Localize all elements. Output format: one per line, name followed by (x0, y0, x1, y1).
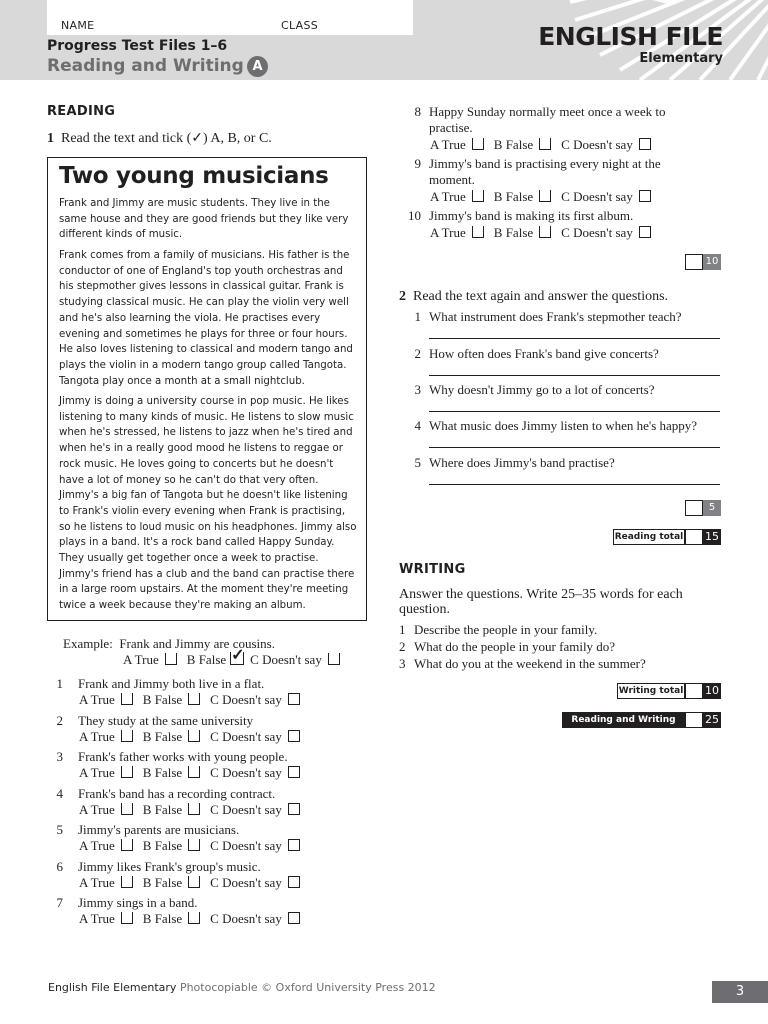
name-class-box (47, 0, 413, 35)
q5-checkbox-c[interactable] (288, 839, 300, 851)
progress-test-title: Progress Test Files 1–6 (47, 38, 228, 54)
tick-icon: ✓ (231, 647, 245, 664)
question-number: 6 (56, 859, 63, 874)
question-number: 2 (414, 346, 421, 361)
tf-options-10 (430, 225, 661, 241)
tf-options-7 (79, 911, 310, 927)
level-label: Elementary (639, 51, 723, 66)
q2-checkbox-c[interactable] (288, 730, 300, 742)
q9-checkbox-c[interactable] (639, 190, 651, 202)
question-number: 1 (414, 309, 421, 324)
question-text: Jimmy's parents are musicians. (78, 822, 240, 837)
q5-checkbox-b[interactable] (188, 839, 200, 851)
answer-line-5[interactable] (429, 484, 720, 485)
q7-checkbox-a[interactable] (121, 912, 133, 924)
writing-total-input[interactable] (685, 683, 703, 699)
grand-total (562, 712, 721, 741)
option-c-label: C Doesn't say (561, 137, 633, 152)
question-number: 7 (56, 895, 63, 910)
option-a-label: A True (79, 765, 115, 780)
q4-checkbox-b[interactable] (188, 803, 200, 815)
answer-line-3[interactable] (429, 411, 720, 412)
score-q2 (685, 500, 721, 516)
q2-number: 2 (399, 289, 406, 304)
question-number: 1 (56, 676, 63, 691)
option-c-label: C Doesn't say (210, 838, 282, 853)
writing-total-max: 10 (705, 684, 719, 697)
reading-total (613, 529, 721, 545)
class-label: CLASS (281, 19, 319, 32)
q6-checkbox-c[interactable] (288, 876, 300, 888)
option-a-label: A True (430, 137, 466, 152)
question-number: 5 (56, 822, 63, 837)
option-b-label: B False (493, 189, 534, 204)
tf-options-5 (79, 838, 310, 854)
option-b-label: B False (186, 652, 227, 667)
score-q2-input[interactable] (685, 500, 703, 516)
q8-checkbox-c[interactable] (639, 138, 651, 150)
grand-total-input[interactable] (685, 712, 703, 728)
q1-checkbox-c[interactable] (288, 693, 300, 705)
question-text: What instrument does Frank's stepmother teach? (429, 309, 682, 324)
option-a-label: A True (79, 802, 115, 817)
tf-options-4 (79, 802, 310, 818)
footer-brand: English File Elementary (48, 981, 177, 994)
reading-text-title: Two young musicians (59, 163, 329, 189)
score-q2-max: 5 (703, 500, 721, 516)
answer-line-2[interactable] (429, 375, 720, 376)
option-a-label: A True (79, 838, 115, 853)
question-text: Jimmy's band is practising every night at the (429, 156, 661, 171)
grand-total-max: 25 (705, 713, 719, 726)
question-number: 8 (414, 104, 421, 119)
option-c-label: C Doesn't say (210, 911, 282, 926)
question-text: Describe the people in your family. (414, 622, 598, 637)
tf-options-8 (430, 137, 661, 153)
option-b-label: B False (493, 225, 534, 240)
question-number: 9 (414, 156, 421, 171)
writing-instruction: Answer the questions. Write 25–35 words for each question. (399, 587, 683, 617)
option-a-label: A True (79, 692, 115, 707)
example-label: Example: (63, 636, 113, 651)
tf-options-2 (79, 729, 310, 745)
question-text: Frank's father works with young people. (78, 749, 288, 764)
writing-total (617, 683, 721, 699)
option-a-label: A True (79, 875, 115, 890)
question-text: Jimmy sings in a band. (78, 895, 198, 910)
option-a-label: A True (430, 225, 466, 240)
option-a-label: A True (123, 652, 159, 667)
example-text: Frank and Jimmy are cousins. (119, 636, 275, 651)
option-a-label: A True (79, 911, 115, 926)
question-text: Jimmy's band is making its first album. (429, 208, 634, 223)
question-text: Frank and Jimmy both live in a flat. (78, 676, 265, 691)
paragraph-3: Jimmy is doing a university course in pop music. He likes listening to many kinds of music. He listens to slow music when he's stressed, he listens to jazz when he's tired and when he's in a really good mood he listens to reggae or rock music. He loves going to concerts but he doesn't have a lot of money so he can't do that very often. Jimmy's a big fan of Tangota but he doesn't like listening to Frank's violin every evening when Frank is practising, so he listens to loud music on his headphones. Jimmy also plays in a band. It's a rock band called Happy Sunday. They usually get together once a week to practise. Jimmy's friend has a club and the band can practise there in a large room upstairs. At the moment they're meeting twice a week because they're making an album. (59, 396, 357, 612)
q9-checkbox-a[interactable] (472, 190, 484, 202)
example-options (123, 647, 350, 668)
option-b-label: B False (142, 838, 183, 853)
q1-number: 1 (47, 131, 54, 146)
question-text: Where does Jimmy's band practise? (429, 455, 615, 470)
question-text: Frank's band has a recording contract. (78, 786, 276, 801)
question-text: Happy Sunday normally meet once a week to (429, 104, 666, 119)
option-c-label: C Doesn't say (210, 765, 282, 780)
q7-checkbox-b[interactable] (188, 912, 200, 924)
option-c-label: C Doesn't say (561, 189, 633, 204)
answer-line-4[interactable] (429, 447, 720, 448)
option-c-label: C Doesn't say (210, 875, 282, 890)
question-text: What do the people in your family do? (414, 639, 616, 654)
option-b-label: B False (142, 692, 183, 707)
question-number: 4 (414, 418, 421, 433)
option-b-label: B False (142, 911, 183, 926)
q4-checkbox-a[interactable] (121, 803, 133, 815)
option-b-label: B False (142, 802, 183, 817)
option-c-label: C Doesn't say (250, 652, 322, 667)
question-number: 3 (414, 382, 421, 397)
option-b-label: B False (142, 765, 183, 780)
q10-checkbox-c[interactable] (639, 226, 651, 238)
tf-options-1 (79, 692, 310, 708)
option-a-label: A True (79, 729, 115, 744)
footer-copyright: Photocopiable © Oxford University Press 2012 (179, 981, 436, 994)
grand-total-label: Reading and Writing total (562, 712, 685, 728)
footer-text (48, 981, 436, 994)
question-number: 2 (56, 713, 63, 728)
q2-instruction (399, 289, 668, 305)
q2-checkbox-b[interactable] (188, 730, 200, 742)
q3-checkbox-b[interactable] (188, 766, 200, 778)
question-number: 4 (56, 786, 63, 801)
question-number: 1 (399, 622, 406, 637)
question-text: How often does Frank's band give concerts? (429, 346, 659, 361)
question-number: 10 (408, 208, 421, 223)
q2-instruction-text: Read the text again and answer the questions. (413, 289, 669, 304)
q2-checkbox-a[interactable] (121, 730, 133, 742)
question-text-cont: practise. (429, 120, 473, 135)
q10-checkbox-a[interactable] (472, 226, 484, 238)
option-c-label: C Doesn't say (210, 802, 282, 817)
score-q1-max: 10 (703, 254, 721, 270)
option-c-label: C Doesn't say (210, 729, 282, 744)
question-number: 3 (56, 749, 63, 764)
reading-heading: READING (47, 104, 116, 119)
reading-total-input[interactable] (685, 529, 703, 545)
question-text-cont: moment. (429, 172, 475, 187)
version-badge: A (247, 56, 268, 77)
option-c-label: C Doesn't say (210, 692, 282, 707)
option-b-label: B False (142, 875, 183, 890)
reading-total-max: 15 (705, 530, 719, 543)
reading-writing-title: Reading and Writing (47, 56, 244, 76)
checkbox-c[interactable] (328, 653, 340, 665)
tf-options-6 (79, 875, 310, 891)
paragraph-1: Frank and Jimmy are music students. They live in the same house and they are good friends but they like very different kinds of music. (59, 198, 349, 241)
checkbox-b-ticked[interactable] (230, 647, 245, 665)
reading-total-label: Reading total (613, 529, 685, 545)
option-b-label: B False (493, 137, 534, 152)
q5-checkbox-a[interactable] (121, 839, 133, 851)
page-number: 3 (712, 981, 768, 1003)
q7-checkbox-c[interactable] (288, 912, 300, 924)
question-number: 5 (414, 455, 421, 470)
writing-total-label: Writing total (617, 683, 685, 699)
option-a-label: A True (430, 189, 466, 204)
option-c-label: C Doesn't say (561, 225, 633, 240)
question-text: Jimmy likes Frank's group's music. (78, 859, 261, 874)
english-file-logo: ENGLISH FILE (538, 22, 723, 51)
q3-checkbox-c[interactable] (288, 766, 300, 778)
tf-options-9 (430, 189, 661, 205)
tf-options-3 (79, 765, 310, 781)
checkbox-a[interactable] (165, 653, 177, 665)
q1-instruction-text: Read the text and tick (✓) A, B, or C. (61, 131, 272, 146)
name-label: NAME (61, 19, 95, 32)
q1-checkbox-a[interactable] (121, 693, 133, 705)
q8-checkbox-b[interactable] (539, 138, 551, 150)
question-number: 3 (399, 656, 406, 671)
option-b-label: B False (142, 729, 183, 744)
q1-instruction (47, 130, 272, 147)
q6-checkbox-a[interactable] (121, 876, 133, 888)
question-text: They study at the same university (78, 713, 254, 728)
answer-line-1[interactable] (429, 338, 720, 339)
writing-heading: WRITING (399, 562, 466, 577)
question-text: Why doesn't Jimmy go to a lot of concerts? (429, 382, 655, 397)
q9-checkbox-b[interactable] (539, 190, 551, 202)
q8-checkbox-a[interactable] (472, 138, 484, 150)
q4-checkbox-c[interactable] (288, 803, 300, 815)
score-q1 (685, 254, 721, 270)
score-q1-input[interactable] (685, 254, 703, 270)
q6-checkbox-b[interactable] (188, 876, 200, 888)
question-text: What do you at the weekend in the summer? (414, 656, 646, 671)
q3-checkbox-a[interactable] (121, 766, 133, 778)
paragraph-2: Frank comes from a family of musicians. His father is the conductor of one of England's top youth orchestras and his stepmother gives lessons in classical guitar. Frank is studying classical music. He can play the violin very well and he's also learning the viola. He practises every evening and sometimes he plays for three or four hours. He also loves listening to classical and modern tango and plays the violin in a modern tango group called Tangota. Tangota play once a month at a small nightclub. (59, 250, 353, 387)
question-text: What music does Jimmy listen to when he's happy? (429, 418, 698, 433)
question-number: 2 (399, 639, 406, 654)
q1-checkbox-b[interactable] (188, 693, 200, 705)
q10-checkbox-b[interactable] (539, 226, 551, 238)
